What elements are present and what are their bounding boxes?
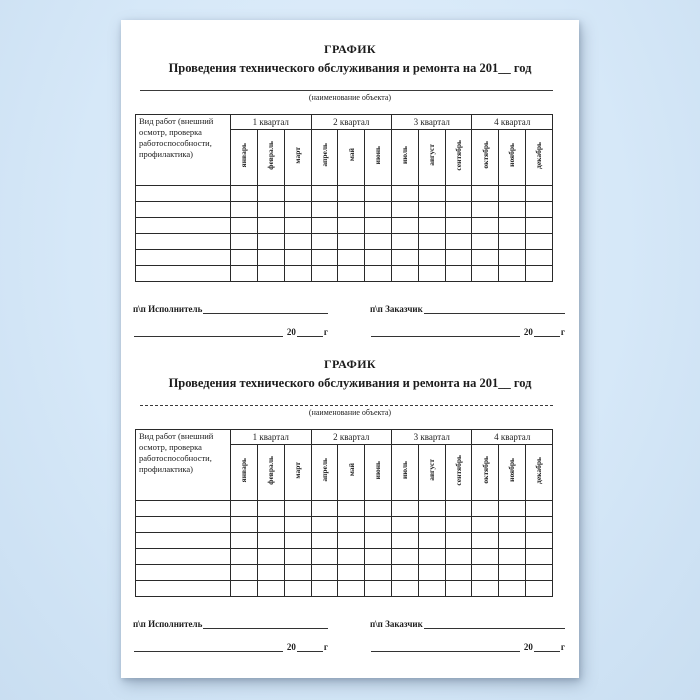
month-mark-cell — [365, 266, 392, 282]
work-type-cell — [136, 581, 231, 597]
customer-date-line — [371, 642, 520, 652]
year-prefix: 20 — [523, 327, 533, 337]
table-row — [136, 234, 553, 250]
month-mark-cell — [499, 234, 526, 250]
month-mark-cell — [526, 250, 553, 266]
table-row — [136, 202, 553, 218]
month-mark-cell — [418, 234, 445, 250]
year-prefix: 20 — [286, 327, 296, 337]
month-mark-cell — [257, 202, 284, 218]
month-mark-cell — [445, 186, 472, 202]
month-mark-cell — [257, 581, 284, 597]
maintenance-schedule-form-2 — [121, 357, 579, 652]
month-label: июнь — [373, 145, 383, 165]
month-mark-cell — [284, 266, 311, 282]
month-mark-cell — [418, 202, 445, 218]
month-mark-cell — [445, 250, 472, 266]
quarter-header-cell: 2 квартал — [311, 115, 391, 130]
table-row — [136, 266, 553, 282]
month-mark-cell — [392, 549, 419, 565]
work-type-cell — [136, 517, 231, 533]
month-mark-cell — [257, 186, 284, 202]
month-mark-cell — [257, 250, 284, 266]
month-mark-cell — [418, 581, 445, 597]
customer-signature — [370, 304, 565, 337]
month-label: январь — [239, 142, 249, 168]
month-mark-cell — [472, 234, 499, 250]
month-label: октябрь — [480, 456, 490, 484]
month-header-cell — [445, 445, 472, 501]
month-mark-cell — [284, 501, 311, 517]
month-mark-cell — [526, 202, 553, 218]
table-row — [136, 549, 553, 565]
month-mark-cell — [365, 250, 392, 266]
month-mark-cell — [365, 501, 392, 517]
month-mark-cell — [392, 250, 419, 266]
month-mark-cell — [499, 218, 526, 234]
month-mark-cell — [257, 218, 284, 234]
quarter-header-cell: 1 квартал — [231, 115, 311, 130]
month-mark-cell — [284, 533, 311, 549]
month-mark-cell — [257, 549, 284, 565]
month-label: декабрь — [534, 456, 544, 484]
executor-signature-line — [203, 304, 328, 314]
maintenance-schedule-form-1 — [121, 42, 579, 337]
month-mark-cell — [418, 517, 445, 533]
month-mark-cell — [392, 533, 419, 549]
object-name-line — [140, 90, 553, 91]
month-mark-cell — [472, 266, 499, 282]
month-mark-cell — [338, 565, 365, 581]
work-type-cell — [136, 501, 231, 517]
month-header-cell — [499, 445, 526, 501]
month-mark-cell — [445, 234, 472, 250]
quarter-header-cell: 3 квартал — [392, 430, 472, 445]
month-mark-cell — [526, 581, 553, 597]
month-mark-cell — [284, 549, 311, 565]
form-subtitle: Проведения технического обслуживания и ремонта на 201__ год — [168, 376, 532, 390]
month-mark-cell — [499, 581, 526, 597]
month-mark-cell — [311, 218, 338, 234]
month-mark-cell — [472, 533, 499, 549]
month-mark-cell — [392, 202, 419, 218]
month-mark-cell — [499, 202, 526, 218]
executor-signature-line — [203, 619, 328, 629]
month-mark-cell — [311, 234, 338, 250]
month-mark-cell — [472, 517, 499, 533]
quarter-header-cell: 3 квартал — [392, 115, 472, 130]
month-label: февраль — [266, 140, 276, 170]
executor-signature — [133, 304, 328, 337]
executor-date-line — [134, 642, 283, 652]
month-mark-cell — [445, 202, 472, 218]
month-mark-cell — [338, 549, 365, 565]
month-mark-cell — [499, 533, 526, 549]
month-label: сентябрь — [453, 454, 463, 486]
table-row — [136, 218, 553, 234]
month-mark-cell — [311, 186, 338, 202]
month-label: июль — [400, 145, 410, 165]
month-header-cell — [338, 130, 365, 186]
executor-date-line — [134, 327, 283, 337]
month-label: май — [346, 148, 356, 162]
month-mark-cell — [418, 549, 445, 565]
month-mark-cell — [418, 533, 445, 549]
month-mark-cell — [526, 501, 553, 517]
month-mark-cell — [365, 234, 392, 250]
month-header-cell — [445, 130, 472, 186]
month-mark-cell — [338, 517, 365, 533]
month-mark-cell — [445, 501, 472, 517]
work-type-cell — [136, 234, 231, 250]
month-label: ноябрь — [507, 458, 517, 482]
month-mark-cell — [526, 549, 553, 565]
month-mark-cell — [365, 218, 392, 234]
month-label: ноябрь — [507, 143, 517, 167]
month-header-cell — [418, 130, 445, 186]
table-row — [136, 565, 553, 581]
month-mark-cell — [365, 565, 392, 581]
month-mark-cell — [231, 517, 258, 533]
work-type-cell — [136, 549, 231, 565]
month-mark-cell — [338, 250, 365, 266]
month-mark-cell — [338, 202, 365, 218]
executor-signature — [133, 619, 328, 652]
month-header-cell — [231, 445, 258, 501]
month-mark-cell — [338, 581, 365, 597]
month-mark-cell — [472, 218, 499, 234]
month-header-cell — [284, 445, 311, 501]
month-mark-cell — [231, 234, 258, 250]
customer-label: п\п Заказчик — [370, 304, 423, 314]
year-blank-line — [534, 327, 560, 337]
month-mark-cell — [231, 266, 258, 282]
month-label: март — [292, 461, 302, 479]
signature-block — [133, 304, 565, 337]
month-mark-cell — [257, 533, 284, 549]
table-row — [136, 501, 553, 517]
month-mark-cell — [231, 186, 258, 202]
month-mark-cell — [231, 202, 258, 218]
month-mark-cell — [311, 266, 338, 282]
table-row — [136, 517, 553, 533]
month-mark-cell — [311, 517, 338, 533]
month-mark-cell — [418, 218, 445, 234]
month-header-cell — [472, 130, 499, 186]
month-label: апрель — [319, 458, 329, 482]
month-mark-cell — [284, 234, 311, 250]
quarter-header-cell: 4 квартал — [472, 430, 553, 445]
quarter-header-cell: 4 квартал — [472, 115, 553, 130]
work-type-cell — [136, 266, 231, 282]
form-title: ГРАФИК — [323, 42, 377, 56]
month-mark-cell — [418, 186, 445, 202]
month-label: май — [346, 463, 356, 477]
month-mark-cell — [472, 565, 499, 581]
month-mark-cell — [231, 250, 258, 266]
month-header-cell — [392, 445, 419, 501]
month-mark-cell — [526, 218, 553, 234]
work-type-cell — [136, 186, 231, 202]
month-header-cell — [526, 445, 553, 501]
customer-signature — [370, 619, 565, 652]
month-mark-cell — [311, 533, 338, 549]
table-row — [136, 186, 553, 202]
month-header-cell — [392, 130, 419, 186]
signature-block — [133, 619, 565, 652]
month-mark-cell — [284, 250, 311, 266]
month-mark-cell — [445, 266, 472, 282]
month-mark-cell — [445, 517, 472, 533]
year-suffix: г — [323, 327, 328, 337]
month-mark-cell — [526, 517, 553, 533]
year-blank-line — [297, 327, 323, 337]
work-type-cell — [136, 250, 231, 266]
customer-signature-line — [424, 619, 565, 629]
month-label: март — [292, 146, 302, 164]
object-name-caption: (наименование объекта) — [308, 408, 392, 417]
month-label: сентябрь — [453, 139, 463, 171]
month-mark-cell — [418, 266, 445, 282]
month-mark-cell — [338, 533, 365, 549]
month-label: апрель — [319, 143, 329, 167]
month-mark-cell — [231, 501, 258, 517]
month-mark-cell — [231, 533, 258, 549]
work-type-cell — [136, 218, 231, 234]
month-label: декабрь — [534, 141, 544, 169]
customer-label: п\п Заказчик — [370, 619, 423, 629]
year-suffix: г — [560, 642, 565, 652]
month-mark-cell — [472, 186, 499, 202]
form-title: ГРАФИК — [323, 357, 377, 371]
month-mark-cell — [445, 533, 472, 549]
year-prefix: 20 — [286, 642, 296, 652]
month-mark-cell — [499, 565, 526, 581]
month-mark-cell — [231, 581, 258, 597]
month-mark-cell — [284, 565, 311, 581]
month-mark-cell — [365, 581, 392, 597]
executor-label: п\п Исполнитель — [133, 619, 203, 629]
schedule-table — [135, 429, 579, 597]
month-mark-cell — [365, 517, 392, 533]
month-mark-cell — [338, 501, 365, 517]
month-header-cell — [365, 130, 392, 186]
month-header-cell — [338, 445, 365, 501]
month-mark-cell — [338, 234, 365, 250]
maintenance-table — [135, 429, 553, 597]
month-mark-cell — [499, 266, 526, 282]
works-column-header: Вид работ (внешний осмотр, проверка работоспособности, профилактика) — [136, 430, 231, 501]
month-mark-cell — [284, 517, 311, 533]
month-mark-cell — [445, 218, 472, 234]
month-mark-cell — [365, 549, 392, 565]
year-suffix: г — [560, 327, 565, 337]
month-mark-cell — [257, 501, 284, 517]
month-mark-cell — [499, 250, 526, 266]
maintenance-table — [135, 114, 553, 282]
month-mark-cell — [472, 250, 499, 266]
month-mark-cell — [445, 549, 472, 565]
month-label: январь — [239, 457, 249, 483]
month-header-cell — [257, 130, 284, 186]
month-mark-cell — [392, 266, 419, 282]
year-prefix: 20 — [523, 642, 533, 652]
month-mark-cell — [418, 501, 445, 517]
month-mark-cell — [257, 266, 284, 282]
month-header-cell — [311, 445, 338, 501]
month-header-cell — [284, 130, 311, 186]
month-mark-cell — [445, 581, 472, 597]
paper-sheet — [121, 20, 579, 678]
month-header-cell — [311, 130, 338, 186]
month-mark-cell — [284, 218, 311, 234]
month-mark-cell — [257, 517, 284, 533]
month-mark-cell — [392, 501, 419, 517]
month-mark-cell — [231, 565, 258, 581]
work-type-cell — [136, 565, 231, 581]
month-mark-cell — [257, 234, 284, 250]
month-header-cell — [526, 130, 553, 186]
month-mark-cell — [284, 202, 311, 218]
year-blank-line — [297, 642, 323, 652]
month-mark-cell — [526, 234, 553, 250]
month-mark-cell — [418, 250, 445, 266]
month-mark-cell — [499, 549, 526, 565]
month-header-cell — [231, 130, 258, 186]
customer-date-line — [371, 327, 520, 337]
month-mark-cell — [311, 549, 338, 565]
month-mark-cell — [526, 533, 553, 549]
month-mark-cell — [311, 565, 338, 581]
month-mark-cell — [365, 202, 392, 218]
month-mark-cell — [338, 266, 365, 282]
month-mark-cell — [284, 581, 311, 597]
month-mark-cell — [526, 565, 553, 581]
month-mark-cell — [472, 581, 499, 597]
quarter-header-cell: 1 квартал — [231, 430, 311, 445]
object-name-line — [140, 405, 553, 406]
month-mark-cell — [257, 565, 284, 581]
month-label: август — [426, 144, 436, 166]
month-label: июнь — [373, 460, 383, 480]
table-row — [136, 250, 553, 266]
month-mark-cell — [392, 234, 419, 250]
work-type-cell — [136, 202, 231, 218]
month-mark-cell — [392, 186, 419, 202]
month-mark-cell — [472, 501, 499, 517]
month-mark-cell — [526, 266, 553, 282]
month-mark-cell — [365, 186, 392, 202]
month-header-cell — [257, 445, 284, 501]
month-mark-cell — [365, 533, 392, 549]
month-mark-cell — [284, 186, 311, 202]
month-mark-cell — [311, 250, 338, 266]
month-label: июль — [400, 460, 410, 480]
month-mark-cell — [472, 202, 499, 218]
quarter-header-cell: 2 квартал — [311, 430, 391, 445]
object-name-caption: (наименование объекта) — [308, 93, 392, 102]
month-mark-cell — [445, 565, 472, 581]
month-label: октябрь — [480, 141, 490, 169]
month-mark-cell — [311, 202, 338, 218]
executor-label: п\п Исполнитель — [133, 304, 203, 314]
table-row — [136, 533, 553, 549]
month-header-cell — [499, 130, 526, 186]
month-mark-cell — [392, 581, 419, 597]
month-mark-cell — [311, 581, 338, 597]
month-mark-cell — [311, 501, 338, 517]
month-mark-cell — [338, 218, 365, 234]
form-subtitle: Проведения технического обслуживания и ремонта на 201__ год — [168, 61, 532, 75]
customer-signature-line — [424, 304, 565, 314]
month-mark-cell — [499, 517, 526, 533]
month-mark-cell — [338, 186, 365, 202]
month-header-cell — [472, 445, 499, 501]
month-label: август — [426, 459, 436, 481]
month-mark-cell — [392, 517, 419, 533]
month-mark-cell — [231, 218, 258, 234]
month-mark-cell — [231, 549, 258, 565]
year-suffix: г — [323, 642, 328, 652]
month-label: февраль — [266, 455, 276, 485]
month-mark-cell — [392, 218, 419, 234]
month-mark-cell — [499, 186, 526, 202]
table-row — [136, 581, 553, 597]
month-mark-cell — [392, 565, 419, 581]
month-header-cell — [365, 445, 392, 501]
month-mark-cell — [499, 501, 526, 517]
month-mark-cell — [526, 186, 553, 202]
works-column-header: Вид работ (внешний осмотр, проверка работоспособности, профилактика) — [136, 115, 231, 186]
month-header-cell — [418, 445, 445, 501]
year-blank-line — [534, 642, 560, 652]
work-type-cell — [136, 533, 231, 549]
month-mark-cell — [418, 565, 445, 581]
schedule-table — [135, 114, 579, 282]
month-mark-cell — [472, 549, 499, 565]
